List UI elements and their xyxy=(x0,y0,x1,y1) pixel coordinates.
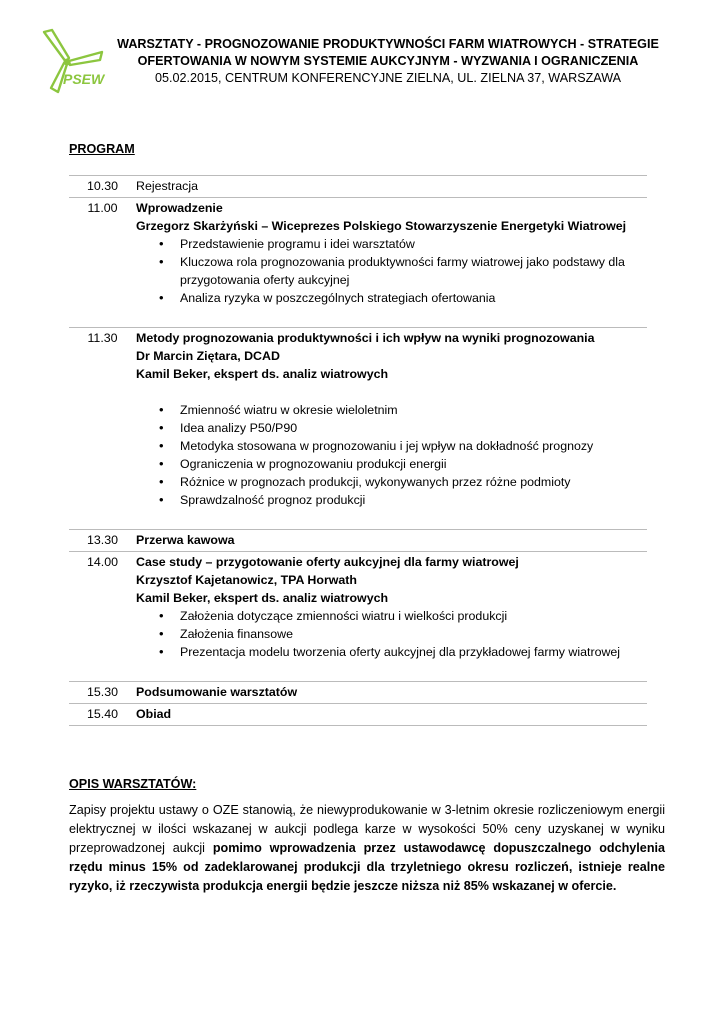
program-title: Rejestracja xyxy=(136,179,198,193)
program-time: 11.30 xyxy=(87,331,118,345)
program-row xyxy=(69,529,647,551)
title-line-1: WARSZTATY - PROGNOZOWANIE PRODUKTYWNOŚCI FARM WIATROWYCH - STRATEGIE xyxy=(117,37,659,51)
program-bullets xyxy=(136,607,647,661)
list-item: • Sprawdzalność prognoz produkcji xyxy=(180,491,647,509)
program-time: 11.00 xyxy=(87,201,118,215)
description-heading: OPIS WARSZTATÓW: xyxy=(69,777,197,791)
program-time: 13.30 xyxy=(86,533,118,547)
program-speaker: Krzysztof Kajetanowicz, TPA Horwath xyxy=(136,573,357,587)
list-item: • Idea analizy P50/P90 xyxy=(180,419,647,437)
logo-text: PSEW xyxy=(63,71,105,87)
program-title: Obiad xyxy=(136,707,172,721)
description-paragraph xyxy=(69,801,665,896)
program-row xyxy=(69,175,647,197)
program-title: Wprowadzenie xyxy=(136,201,223,215)
program-time: 14.00 xyxy=(86,555,118,569)
list-item: • Założenia dotyczące zmienności wiatru i wielkości produkcji xyxy=(180,607,647,625)
title-line-2: OFERTOWANIA W NOWYM SYSTEMIE AUKCYJNYM - WYZWANIA I OGRANICZENIA xyxy=(137,54,639,68)
list-item: • Kluczowa rola prognozowania produktywności farmy wiatrowej jako podstawy dla przygotowania oferty aukcyjnej xyxy=(180,253,647,289)
program-row xyxy=(69,197,647,327)
program-row xyxy=(69,551,647,681)
program-title: Podsumowanie warsztatów xyxy=(136,685,298,699)
program-table xyxy=(69,175,647,726)
list-item: • Analiza ryzyka w poszczególnych strategiach ofertowania xyxy=(180,289,647,307)
list-item: • Przedstawienie programu i idei warsztatów xyxy=(180,235,647,253)
program-row xyxy=(69,681,647,703)
list-item: • Zmienność wiatru w okresie wieloletnim xyxy=(180,401,647,419)
list-item: • Metodyka stosowana w prognozowaniu i jej wpływ na dokładność prognozy xyxy=(180,437,647,455)
program-heading: PROGRAM xyxy=(69,142,135,156)
program-row xyxy=(69,327,647,529)
list-item: • Założenia finansowe xyxy=(180,625,647,643)
program-bullets xyxy=(136,401,647,509)
list-item: • Prezentacja modelu tworzenia oferty aukcyjnej dla przykładowej farmy wiatrowej xyxy=(180,643,647,661)
event-date-location: 05.02.2015, CENTRUM KONFERENCYJNE ZIELNA, UL. ZIELNA 37, WARSZAWA xyxy=(154,71,622,85)
header xyxy=(112,36,664,87)
program-time: 15.40 xyxy=(86,707,118,721)
program-row xyxy=(69,703,647,726)
psew-logo xyxy=(36,26,106,98)
program-time: 15.30 xyxy=(86,685,118,699)
program-speaker: Dr Marcin Ziętara, DCAD xyxy=(136,349,280,363)
wind-turbine-icon xyxy=(36,26,106,98)
list-item: • Różnice w prognozach produkcji, wykonywanych przez różne podmioty xyxy=(180,473,647,491)
program-title: Metody prognozowania produktywności i ich wpływ na wyniki prognozowania xyxy=(136,331,595,345)
program-time: 10.30 xyxy=(86,179,118,193)
program-speaker: Kamil Beker, ekspert ds. analiz wiatrowych xyxy=(136,367,389,381)
list-item: • Ograniczenia w prognozowaniu produkcji energii xyxy=(180,455,647,473)
program-title: Case study – przygotowanie oferty aukcyjnej dla farmy wiatrowej xyxy=(136,555,519,569)
description-text: Zapisy projektu ustawy o OZE stanowią, że niewyprodukowanie w 3-letnim okresie rozliczeniowym energii elektrycznej w ilości wskazanej w aukcji podlega karze w wysokości 50% ceny uzyskanej w wyniku przeprowadzonej aukcji xyxy=(69,803,665,855)
program-title: Przerwa kawowa xyxy=(136,533,235,547)
program-bullets xyxy=(136,235,647,307)
program-speaker: Grzegorz Skarżyński – Wiceprezes Polskiego Stowarzyszenie Energetyki Wiatrowej xyxy=(136,219,627,233)
program-speaker: Kamil Beker, ekspert ds. analiz wiatrowych xyxy=(136,591,389,605)
description-bold-text: pomimo wprowadzenia przez ustawodawcę dopuszczalnego odchylenia rzędu minus 15% od zadeklarowanej produkcji dla trzyletniego okresu rozliczeń, istnieje realne ryzyko, iż rzeczywista produkcja energii będzie jeszcze niższa niż 85% wskazanej w ofercie. xyxy=(69,841,666,893)
